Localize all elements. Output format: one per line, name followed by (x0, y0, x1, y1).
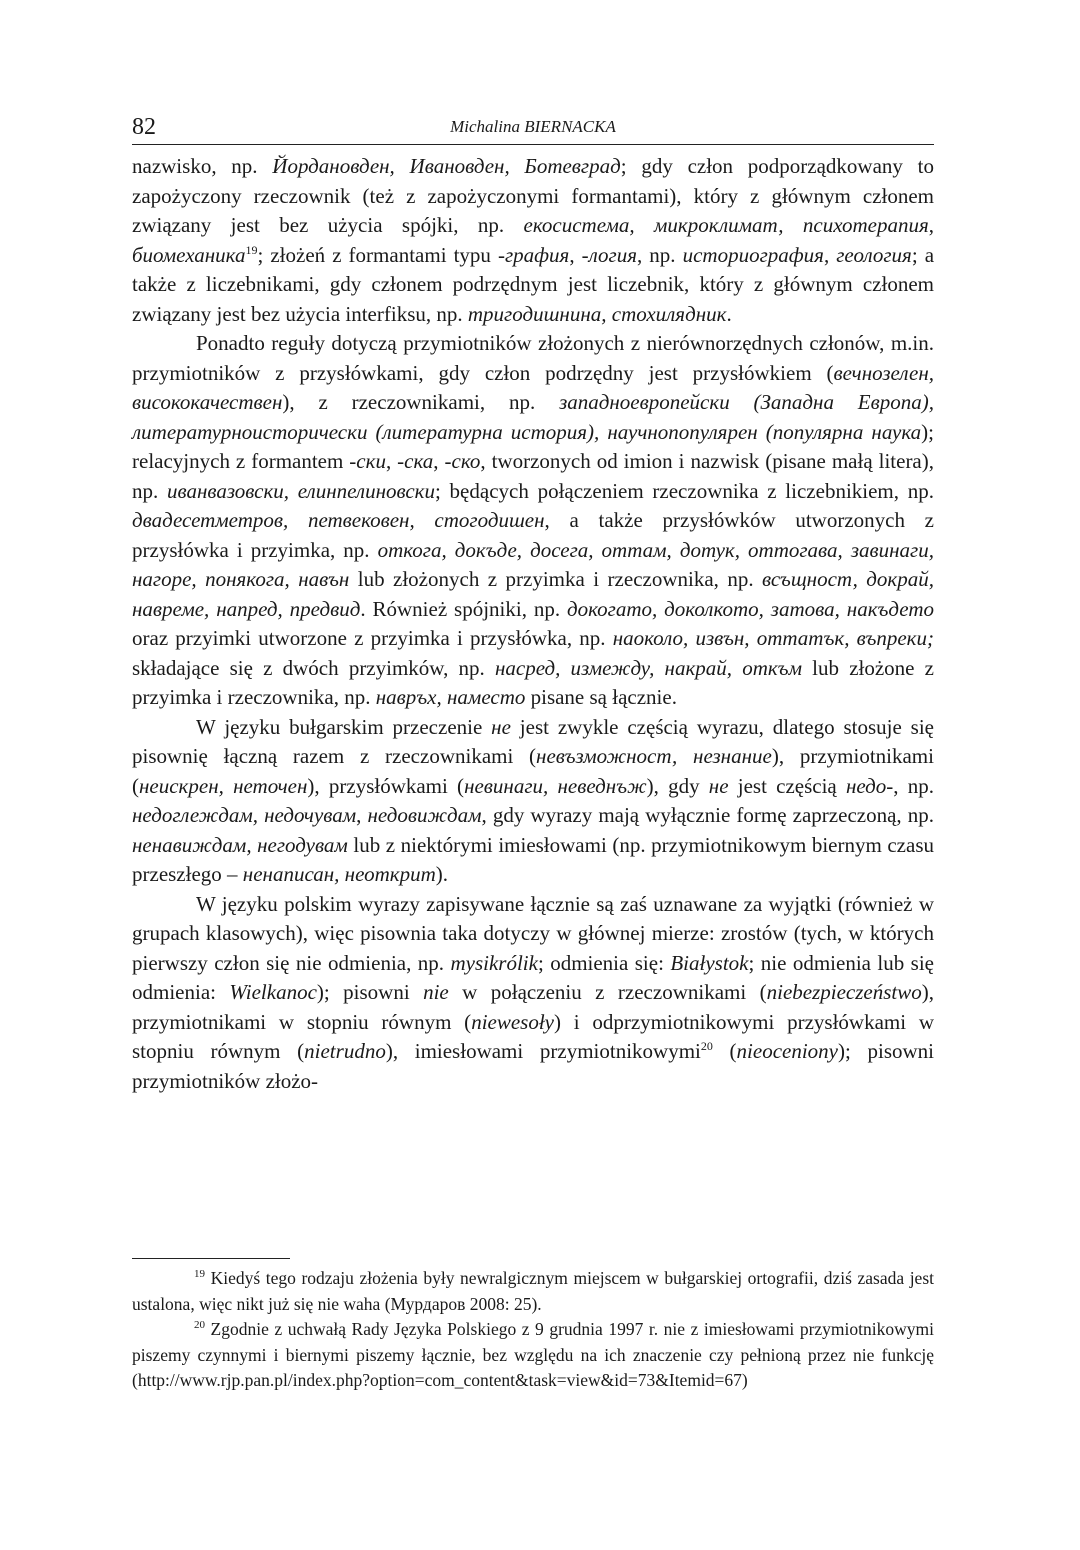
footnote-19 (132, 1266, 934, 1317)
paragraph-4: W języku polskim wyrazy zapisywane łącznie są zaś uznawane za wyjątki (również w grupach klasowych), więc pisownia taka dotyczy w głównej mierze: zrostów (tych, w których pierwszy człon się nie odmienia, np. mysikrólik; odmienia się: Białystok; nie odmienia lub się odmienia: Wielkanoc); pisowni nie w połączeniu z rzeczownikami (niebezpieczeństwo), przymiotnikami w stopniu równym (niewesoły) i odprzymiotnikowymi przysłówkami w stopniu równym (nietrudno), imiesłowami przymiotnikowymi$^{20}$ (nieoceniony); pisowni przymiotników złożo- (132, 891, 934, 1093)
paragraph-3: W języku bułgarskim przeczenie не jest zwykle częścią wyrazu, dlatego stosuje się pisownię łączną razem z rzeczownikami (невъзможност, незнание), przymiotnikami (неискрен, неточен), przysłówkami (невинаги, неведнъж), gdy не jest częścią недо-, np. недоглеждам, недочувам, недовиждам, gdy wyrazy mają wyłącznie formę zaprzeczoną, np. ненавиждам, негодувам lub z niektórymi imiesłowami (np. przymiotnikowym biernym czasu przeszłego – ненаписан, неоткрит). (132, 714, 934, 886)
footnote-mark: 20 (194, 1319, 205, 1332)
paragraph-2: Ponadto reguły dotyczą przymiotników złożonych z nierównorzędnych członów, m.in. przymiotników z przysłówkami, gdy człon podrzędny jest przysłówkiem (вечнозелен, висококачествен), z rzeczownikami, np. западноевропейски (Западна Европа), литературноисторически (литературна история), научнопопулярен (популярна наука); relacyjnych z formantem -ски, -ска, -ско, tworzonych od imion i nazwisk (pisane małą litera), np. иванвазовски, елинпелиновски; będących połączeniem rzeczownika z liczebnikiem, np. двадесетметров, петвековен, стогодишен, a także przysłówków utworzonych z przysłówka i przyimka, np. откога, докъде, досега, оттам, дотук, оттогава, завинаги, нагоре, понякога, навън lub złożonych z przyimka i rzeczownika, np. всъщност, докрай, навреме, напред, предвид. Również spójniki, np. докогато, доколкото, затова, накъдето oraz przyimki utworzone z przyimka i przysłówka, np. наоколо, извън, оттатък, въпреки; składające się z dwóch przyimków, np. насред, измежду, накрай, откъм lub złożone z przyimka i rzeczownika, np. навръх, наместо pisane są łącznie. (132, 331, 935, 709)
footnote-ref-19: 19 (245, 242, 258, 257)
page-header (132, 112, 934, 145)
footnote-mark: 19 (194, 1268, 205, 1281)
running-title: Michalina BIERNACKA (450, 117, 616, 136)
footnote-separator (132, 1258, 290, 1259)
footnote-text: Kiedyś tego rodzaju złożenia były newralgicznym miejscem w bułgarskiej ortografii, dziś zasada jest ustalona, więc nikt już się nie waha (Мурдаров 2008: 25). (132, 1268, 934, 1314)
footnotes (132, 1266, 934, 1394)
footnote-20 (132, 1317, 934, 1394)
footnote-text: Zgodnie z uchwałą Rady Języka Polskiego z 9 grudnia 1997 r. nie z imiesłowami przymiotnikowymi piszemy czynnymi i biernymi piszemy łącznie, bez względu na ich znaczenie czy pełnioną przez nie funkcję (http://www.rjp.pan.pl/index.php?option=com_content&task=view&id=73&Itemid=67) (132, 1319, 934, 1390)
page-number: 82 (132, 114, 156, 140)
body-text (132, 152, 934, 1096)
paragraph-1: nazwisko, np. Йордановден, Ивановден, Ботевград; gdy człon podporządkowany to zapożyczony rzeczownik (też z zapożyczonymi formantami), który z głównym członem związany jest bez użycia spójki, np. екосистема, микроклимат, психотерапия, биомеханика$^{19}$; złożeń z formantami typu -графия, -логия, np. историография, геология; a także z liczebnikami, gdy członem podrzędnym jest liczebnik, który z głównym członem związany jest bez użycia interfiksu, np. тригодишнина, стохилядник. (132, 154, 935, 326)
footnote-ref-20: 20 (700, 1039, 713, 1053)
